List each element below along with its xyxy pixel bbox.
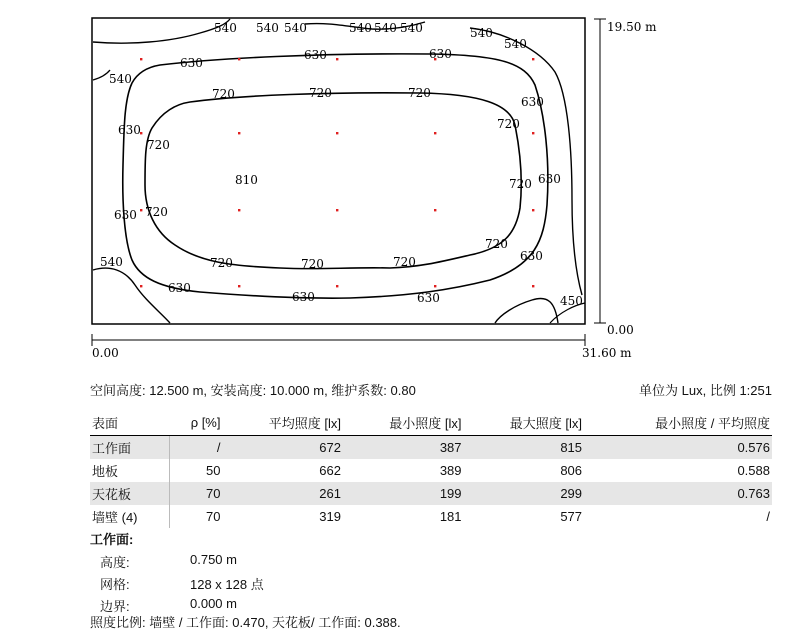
- contour-label: 540: [349, 21, 372, 35]
- grid-label: 网格:: [100, 577, 130, 592]
- contour-label: 720: [485, 237, 508, 251]
- contour-label: 630: [292, 290, 315, 304]
- table-cell: /: [766, 509, 770, 524]
- table-cell: 天花板: [90, 482, 169, 505]
- height-label: 高度:: [100, 555, 130, 570]
- contour-label: 630: [521, 95, 544, 109]
- contour-label: 720: [145, 205, 168, 219]
- table-row: [90, 436, 772, 460]
- x-min-label: 0.00: [92, 346, 119, 360]
- contour-label: 540: [284, 21, 307, 35]
- column-header: 最大照度 [lx]: [464, 411, 585, 436]
- table-cell: 199: [343, 482, 464, 505]
- contour-label: 720: [509, 177, 532, 191]
- contour-label: 720: [408, 86, 431, 100]
- table-cell: /: [169, 436, 222, 460]
- table-cell: 577: [560, 509, 583, 524]
- contour-label: 630: [538, 172, 561, 186]
- table-cell: 墙壁 (4): [90, 505, 169, 528]
- workplane-grid-row: [90, 574, 264, 596]
- contour-label: 720: [210, 256, 233, 270]
- workplane-title: 工作面:: [90, 532, 134, 547]
- table-cell: 299: [464, 482, 585, 505]
- column-header: 表面: [90, 411, 169, 436]
- y-max-label: 19.50 m: [607, 20, 657, 34]
- table-cell: 工作面: [90, 436, 169, 460]
- room-parameters: 空间高度: 12.500 m, 安装高度: 10.000 m, 维护系数: 0.80: [90, 383, 416, 398]
- contour-label: 540: [256, 21, 279, 35]
- table-header-row: [90, 411, 772, 436]
- room-info: [90, 380, 772, 399]
- table-cell: 70: [206, 509, 221, 524]
- contour-label: 720: [497, 117, 520, 131]
- contour-label: 540: [100, 255, 123, 269]
- contour-label: 450: [560, 294, 583, 308]
- table-cell: 319: [319, 509, 341, 524]
- contour-540-left: [93, 70, 110, 80]
- contour-label: 630: [114, 208, 137, 222]
- surface-table: [90, 411, 772, 528]
- contour-label: 720: [301, 257, 324, 271]
- illuminance-ratio: 照度比例: 墙壁 / 工作面: 0.470, 天花板/ 工作面: 0.388.: [90, 615, 401, 630]
- unit-scale: 单位为 Lux, 比例 1:251: [639, 383, 772, 398]
- contour-label: 630: [417, 291, 440, 305]
- contour-label: 540: [470, 26, 493, 40]
- contour-540-topleft: [93, 19, 230, 43]
- table-row: [90, 459, 772, 482]
- contour-540-bottomleft: [93, 268, 170, 323]
- luminaire-markers: [140, 58, 534, 287]
- column-header: 最小照度 / 平均照度: [584, 411, 772, 436]
- center-value-label: 810: [235, 173, 258, 187]
- contour-label: 630: [304, 48, 327, 62]
- contour-540-bottomright: [495, 298, 558, 323]
- contour-label: 540: [400, 21, 423, 35]
- table-cell: 70: [169, 482, 222, 505]
- table-cell: 地板: [90, 459, 169, 482]
- column-header: ρ [%]: [169, 411, 222, 436]
- table-cell: 815: [464, 436, 585, 460]
- table-cell: 387: [343, 436, 464, 460]
- contour-label: 720: [393, 255, 416, 269]
- table-cell: 806: [560, 463, 583, 478]
- contour-label: 630: [429, 47, 452, 61]
- table-cell: 662: [319, 463, 341, 478]
- contour-label: 720: [212, 87, 235, 101]
- height-value: 0.750 m: [190, 552, 237, 567]
- x-max-label: 31.60 m: [582, 346, 632, 360]
- contour-630: [123, 54, 548, 298]
- contour-label: 540: [109, 72, 132, 86]
- table-cell: 389: [439, 463, 462, 478]
- contour-label: 720: [309, 86, 332, 100]
- contour-720: [145, 93, 521, 269]
- table-row: [90, 482, 772, 505]
- grid-value: 128 x 128 点: [190, 577, 264, 592]
- table-cell: 0.588: [737, 463, 770, 478]
- y-min-label: 0.00: [607, 323, 634, 337]
- contour-label: 630: [118, 123, 141, 137]
- border-value: 0.000 m: [190, 596, 237, 611]
- table-cell: 672: [222, 436, 343, 460]
- table-row: [90, 505, 772, 528]
- table-cell: 50: [206, 463, 221, 478]
- table-cell: 181: [439, 509, 462, 524]
- column-header: 最小照度 [lx]: [343, 411, 464, 436]
- workplane-section: [90, 529, 264, 618]
- table-cell: 0.763: [584, 482, 772, 505]
- column-header: 平均照度 [lx]: [222, 411, 343, 436]
- workplane-height-row: [90, 552, 237, 574]
- border-label: 边界:: [100, 599, 130, 614]
- contour-label: 630: [180, 56, 203, 70]
- contour-label: 540: [374, 21, 397, 35]
- table-cell: 0.576: [584, 436, 772, 460]
- contour-label: 720: [147, 138, 170, 152]
- contour-label: 540: [504, 37, 527, 51]
- table-cell: 261: [222, 482, 343, 505]
- contour-label: 630: [520, 249, 543, 263]
- contour-label: 630: [168, 281, 191, 295]
- contour-label: 540: [214, 21, 237, 35]
